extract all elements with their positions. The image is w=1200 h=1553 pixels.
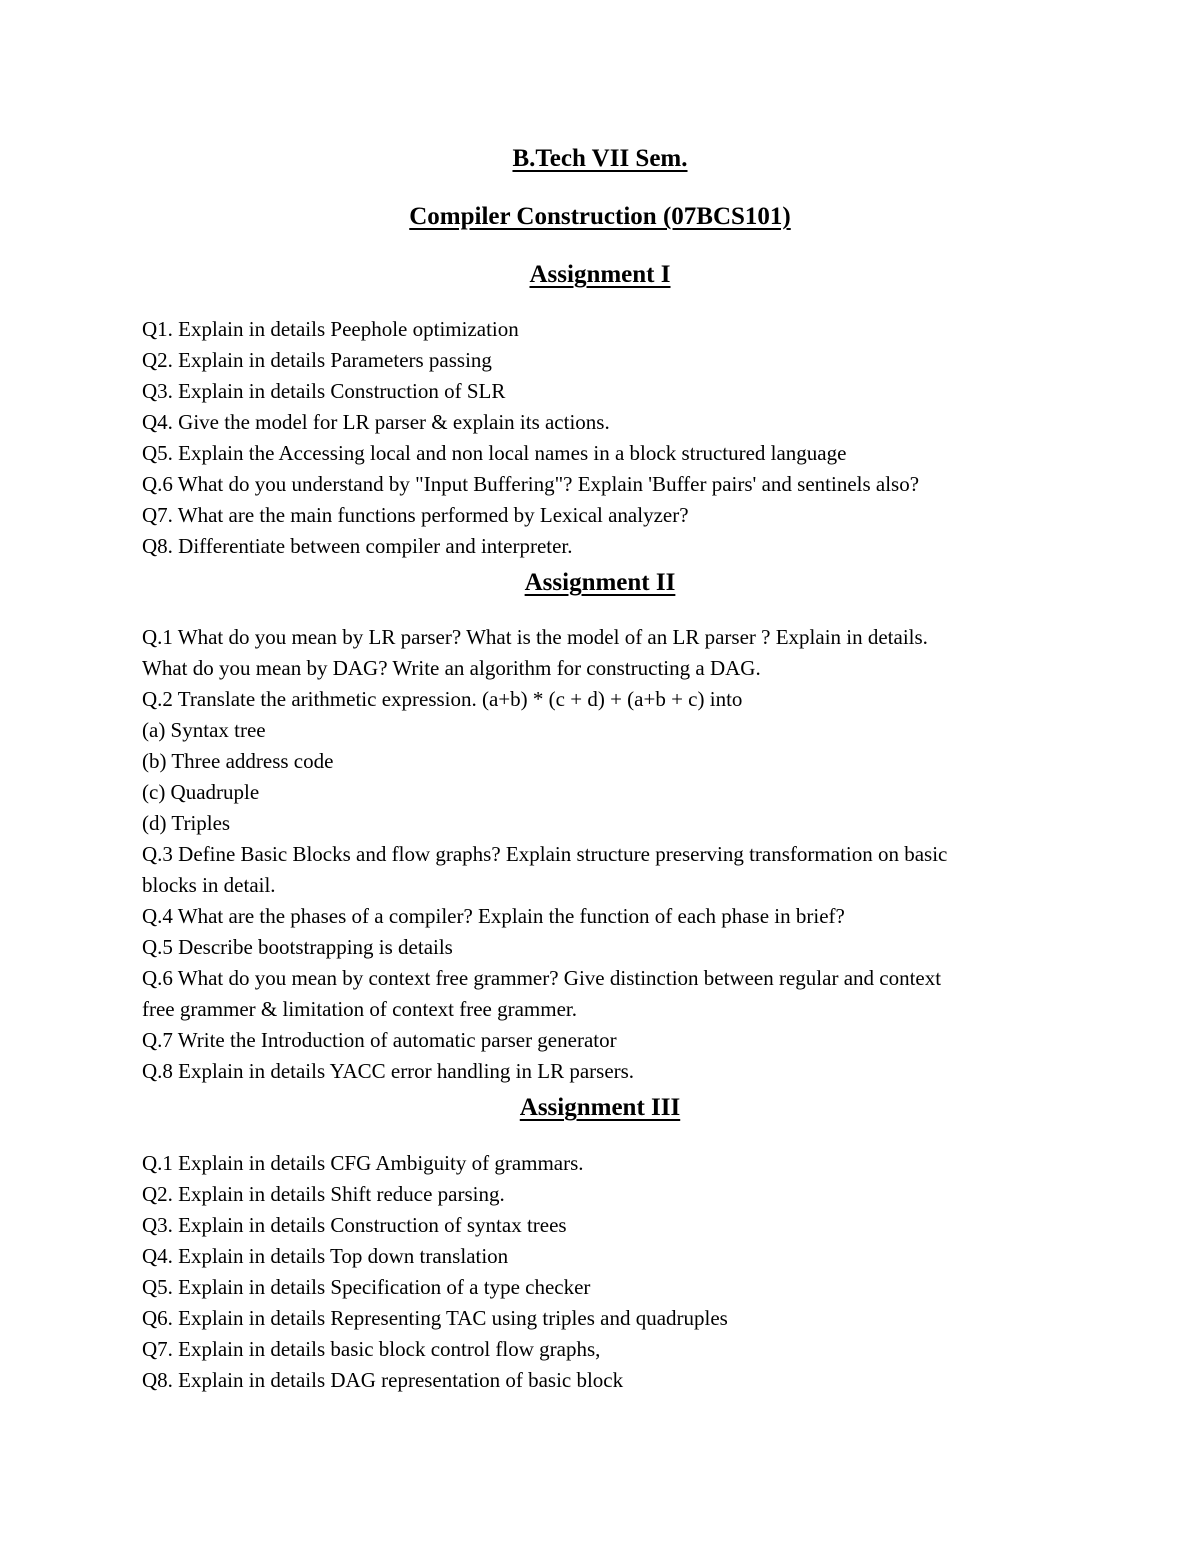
question-line: Q.8 Explain in details YACC error handling in LR parsers.: [142, 1059, 635, 1083]
question-line: Q.7 Write the Introduction of automatic parser generator: [142, 1028, 617, 1052]
question-line: (b) Three address code: [142, 749, 334, 773]
question-line: What do you mean by DAG? Write an algorithm for constructing a DAG.: [142, 656, 761, 680]
question-line: Q.2 Translate the arithmetic expression. (a+b) * (c + d) + (a+b + c) into: [142, 687, 743, 711]
question-line: Q3. Explain in details Construction of SLR: [142, 379, 506, 403]
assignment-1-questions: [142, 314, 1072, 562]
question-line: (a) Syntax tree: [142, 718, 266, 742]
question-line: Q.5 Describe bootstrapping is details: [142, 935, 453, 959]
question-line: Q8. Differentiate between compiler and interpreter.: [142, 534, 573, 558]
question-line: free grammer & limitation of context free grammer.: [142, 997, 577, 1021]
question-line: Q5. Explain in details Specification of a type checker: [142, 1275, 591, 1299]
question-line: Q8. Explain in details DAG representation of basic block: [142, 1368, 624, 1392]
question-line: Q.6 What do you mean by context free grammer? Give distinction between regular and context: [142, 966, 942, 990]
assignment-3-heading: Assignment III: [519, 1094, 681, 1121]
course-title: Compiler Construction (07BCS101): [409, 203, 791, 230]
document-title: B.Tech VII Sem.: [512, 145, 688, 172]
question-line: blocks in detail.: [142, 873, 276, 897]
assignment-2-heading: Assignment II: [524, 569, 676, 596]
question-line: Q.1 What do you mean by LR parser? What is the model of an LR parser ? Explain in details.: [142, 625, 928, 649]
question-line: Q.1 Explain in details CFG Ambiguity of grammars.: [142, 1151, 584, 1175]
question-line: Q2. Explain in details Parameters passing: [142, 348, 492, 372]
question-line: Q5. Explain the Accessing local and non local names in a block structured language: [142, 441, 847, 465]
assignment-1-heading: Assignment I: [529, 261, 671, 288]
question-line: Q6. Explain in details Representing TAC using triples and quadruples: [142, 1306, 728, 1330]
assignment-2-questions: [142, 622, 1072, 1087]
question-line: Q2. Explain in details Shift reduce parsing.: [142, 1182, 505, 1206]
assignment-3-questions: [142, 1148, 1072, 1396]
question-line: Q1. Explain in details Peephole optimization: [142, 317, 519, 341]
question-line: Q4. Explain in details Top down translation: [142, 1244, 509, 1268]
question-line: Q7. What are the main functions performed by Lexical analyzer?: [142, 503, 689, 527]
question-line: Q.4 What are the phases of a compiler? Explain the function of each phase in brief?: [142, 904, 845, 928]
question-line: Q4. Give the model for LR parser & explain its actions.: [142, 410, 610, 434]
question-line: Q.3 Define Basic Blocks and flow graphs? Explain structure preserving transformation on basic: [142, 842, 948, 866]
question-line: (d) Triples: [142, 811, 231, 835]
question-line: Q3. Explain in details Construction of syntax trees: [142, 1213, 567, 1237]
question-line: Q7. Explain in details basic block control flow graphs,: [142, 1337, 601, 1361]
question-line: Q.6 What do you understand by "Input Buffering"? Explain 'Buffer pairs' and sentinels also?: [142, 472, 920, 496]
question-line: (c) Quadruple: [142, 780, 260, 804]
